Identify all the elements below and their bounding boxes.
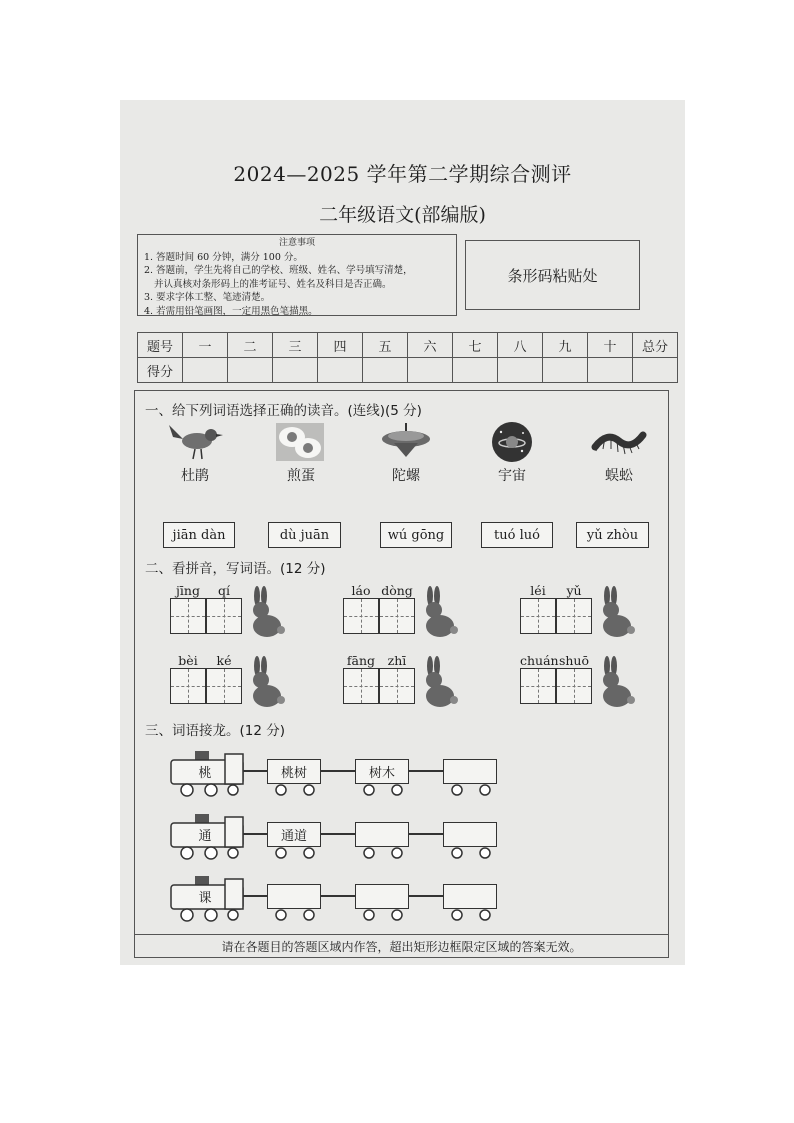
tianzi-cell[interactable]	[379, 598, 415, 634]
rabbit-icon	[245, 656, 285, 708]
score-cell: 七	[453, 333, 498, 358]
rabbit-icon	[595, 656, 635, 708]
score-entry-cell[interactable]	[588, 358, 633, 383]
tianzi-cell[interactable]	[343, 668, 379, 704]
score-entry-cell[interactable]	[273, 358, 318, 383]
word-yuzhou: 宇宙	[498, 468, 526, 484]
train-engine-char: 桃	[198, 766, 212, 781]
score-cell: 一	[183, 333, 228, 358]
score-header-row	[138, 333, 678, 358]
centipede-icon	[591, 427, 647, 457]
train-car[interactable]	[443, 884, 497, 909]
rabbit-icon	[245, 586, 285, 638]
train-car[interactable]	[443, 759, 497, 784]
score-value-row	[138, 358, 678, 383]
score-cell: 六	[408, 333, 453, 358]
score-label-cell: 得分	[138, 358, 183, 383]
pinyin-write-item	[170, 653, 242, 704]
score-cell: 八	[498, 333, 543, 358]
spinning-top-icon	[380, 423, 432, 459]
word-tuoluo: 陀螺	[392, 468, 420, 484]
score-cell: 三	[273, 333, 318, 358]
tianzi-cell[interactable]	[379, 668, 415, 704]
notice-line: 3. 要求字体工整、笔迹清楚。	[144, 292, 271, 303]
tianzi-cell[interactable]	[556, 668, 592, 704]
score-cell: 十	[588, 333, 633, 358]
word-train	[167, 809, 502, 864]
pinyin-option[interactable]: wú gōng	[380, 522, 452, 548]
score-cell: 二	[228, 333, 273, 358]
train-car[interactable]: 桃树	[267, 759, 321, 784]
notice-heading: 注意事项	[278, 238, 315, 248]
pinyin-option[interactable]: yǔ zhòu	[576, 522, 649, 548]
pinyin-syllable: jīng	[176, 583, 200, 598]
score-cell: 题号	[138, 333, 183, 358]
barcode-area: 条形码粘贴处	[465, 240, 640, 310]
notice-line: 4. 若需用铅笔画图，一定用黑色笔描黑。	[144, 305, 318, 317]
pinyin-option[interactable]: jiān dàn	[163, 522, 235, 548]
fried-egg-icon	[276, 423, 324, 461]
word-wugong: 蜈蚣	[605, 468, 633, 484]
tianzi-cell[interactable]	[520, 598, 556, 634]
pinyin-syllable: shuō	[558, 653, 590, 668]
rabbit-icon	[418, 586, 458, 638]
tianzi-cell[interactable]	[170, 598, 206, 634]
train-car[interactable]: 树木	[355, 759, 409, 784]
pinyin-write-item	[343, 653, 415, 704]
train-car[interactable]	[267, 884, 321, 909]
section2-heading: 二、看拼音，写词语。(12 分)	[145, 561, 326, 577]
score-entry-cell[interactable]	[318, 358, 363, 383]
score-entry-cell[interactable]	[543, 358, 588, 383]
pinyin-syllable: yǔ	[566, 583, 582, 598]
pinyin-syllable: fāng	[346, 653, 376, 668]
footer-note: 请在各题目的答题区域内作答，超出矩形边框限定区域的答案无效。	[134, 934, 669, 959]
notice-line: 并认真核对条形码上的准考证号、姓名及科目是否正确。	[154, 278, 392, 290]
notice-box	[137, 234, 457, 316]
train-car[interactable]	[355, 822, 409, 847]
tianzi-cell[interactable]	[170, 668, 206, 704]
pinyin-syllable: qí	[218, 583, 230, 598]
score-entry-cell[interactable]	[408, 358, 453, 383]
pinyin-syllable: láo	[351, 583, 371, 598]
section1-heading: 一、给下列词语选择正确的读音。(连线)(5 分)	[145, 403, 422, 419]
score-entry-cell[interactable]	[633, 358, 678, 383]
exam-sheet	[120, 100, 685, 965]
train-engine-char: 通	[198, 829, 212, 844]
pinyin-syllable: chuán	[520, 653, 559, 668]
score-entry-cell[interactable]	[498, 358, 543, 383]
pinyin-write-item	[520, 583, 592, 634]
word-train	[167, 871, 502, 926]
tianzi-cell[interactable]	[206, 668, 242, 704]
pinyin-write-item	[520, 653, 592, 704]
word-jiandan: 煎蛋	[287, 468, 315, 484]
exam-title: 2024—2025 学年第二学期综合测评	[233, 162, 572, 186]
score-entry-cell[interactable]	[183, 358, 228, 383]
pinyin-syllable: zhī	[387, 653, 407, 668]
pinyin-option[interactable]: dù juān	[268, 522, 341, 548]
score-cell: 总分	[633, 333, 678, 358]
pinyin-write-item	[343, 583, 415, 634]
exam-subtitle: 二年级语文(部编版)	[319, 204, 486, 226]
pinyin-syllable: léi	[530, 583, 546, 598]
score-cell: 九	[543, 333, 588, 358]
train-car[interactable]	[443, 822, 497, 847]
pinyin-syllable: ké	[216, 653, 232, 668]
notice-line: 2. 答题前，学生先将自己的学校、班级、姓名、学号填写清楚，	[144, 265, 413, 276]
pinyin-write-item	[170, 583, 242, 634]
tianzi-cell[interactable]	[343, 598, 379, 634]
answer-area	[134, 390, 669, 958]
planet-icon	[491, 421, 533, 463]
score-cell: 五	[363, 333, 408, 358]
bird-icon	[167, 419, 223, 461]
tianzi-cell[interactable]	[206, 598, 242, 634]
word-train	[167, 746, 502, 801]
score-entry-cell[interactable]	[453, 358, 498, 383]
train-car[interactable]: 通道	[267, 822, 321, 847]
pinyin-option[interactable]: tuó luó	[481, 522, 553, 548]
pinyin-syllable: bèi	[178, 653, 198, 668]
rabbit-icon	[595, 586, 635, 638]
train-car[interactable]	[355, 884, 409, 909]
score-entry-cell[interactable]	[363, 358, 408, 383]
score-table	[137, 332, 678, 383]
score-entry-cell[interactable]	[228, 358, 273, 383]
score-cell: 四	[318, 333, 363, 358]
pinyin-syllable: dòng	[381, 583, 413, 598]
section3-heading: 三、词语接龙。(12 分)	[145, 723, 286, 739]
rabbit-icon	[418, 656, 458, 708]
tianzi-cell[interactable]	[556, 598, 592, 634]
train-engine-char: 课	[198, 891, 212, 906]
word-dujuan: 杜鹃	[181, 468, 209, 484]
tianzi-cell[interactable]	[520, 668, 556, 704]
notice-line: 1. 答题时间 60 分钟，满分 100 分。	[144, 251, 303, 263]
